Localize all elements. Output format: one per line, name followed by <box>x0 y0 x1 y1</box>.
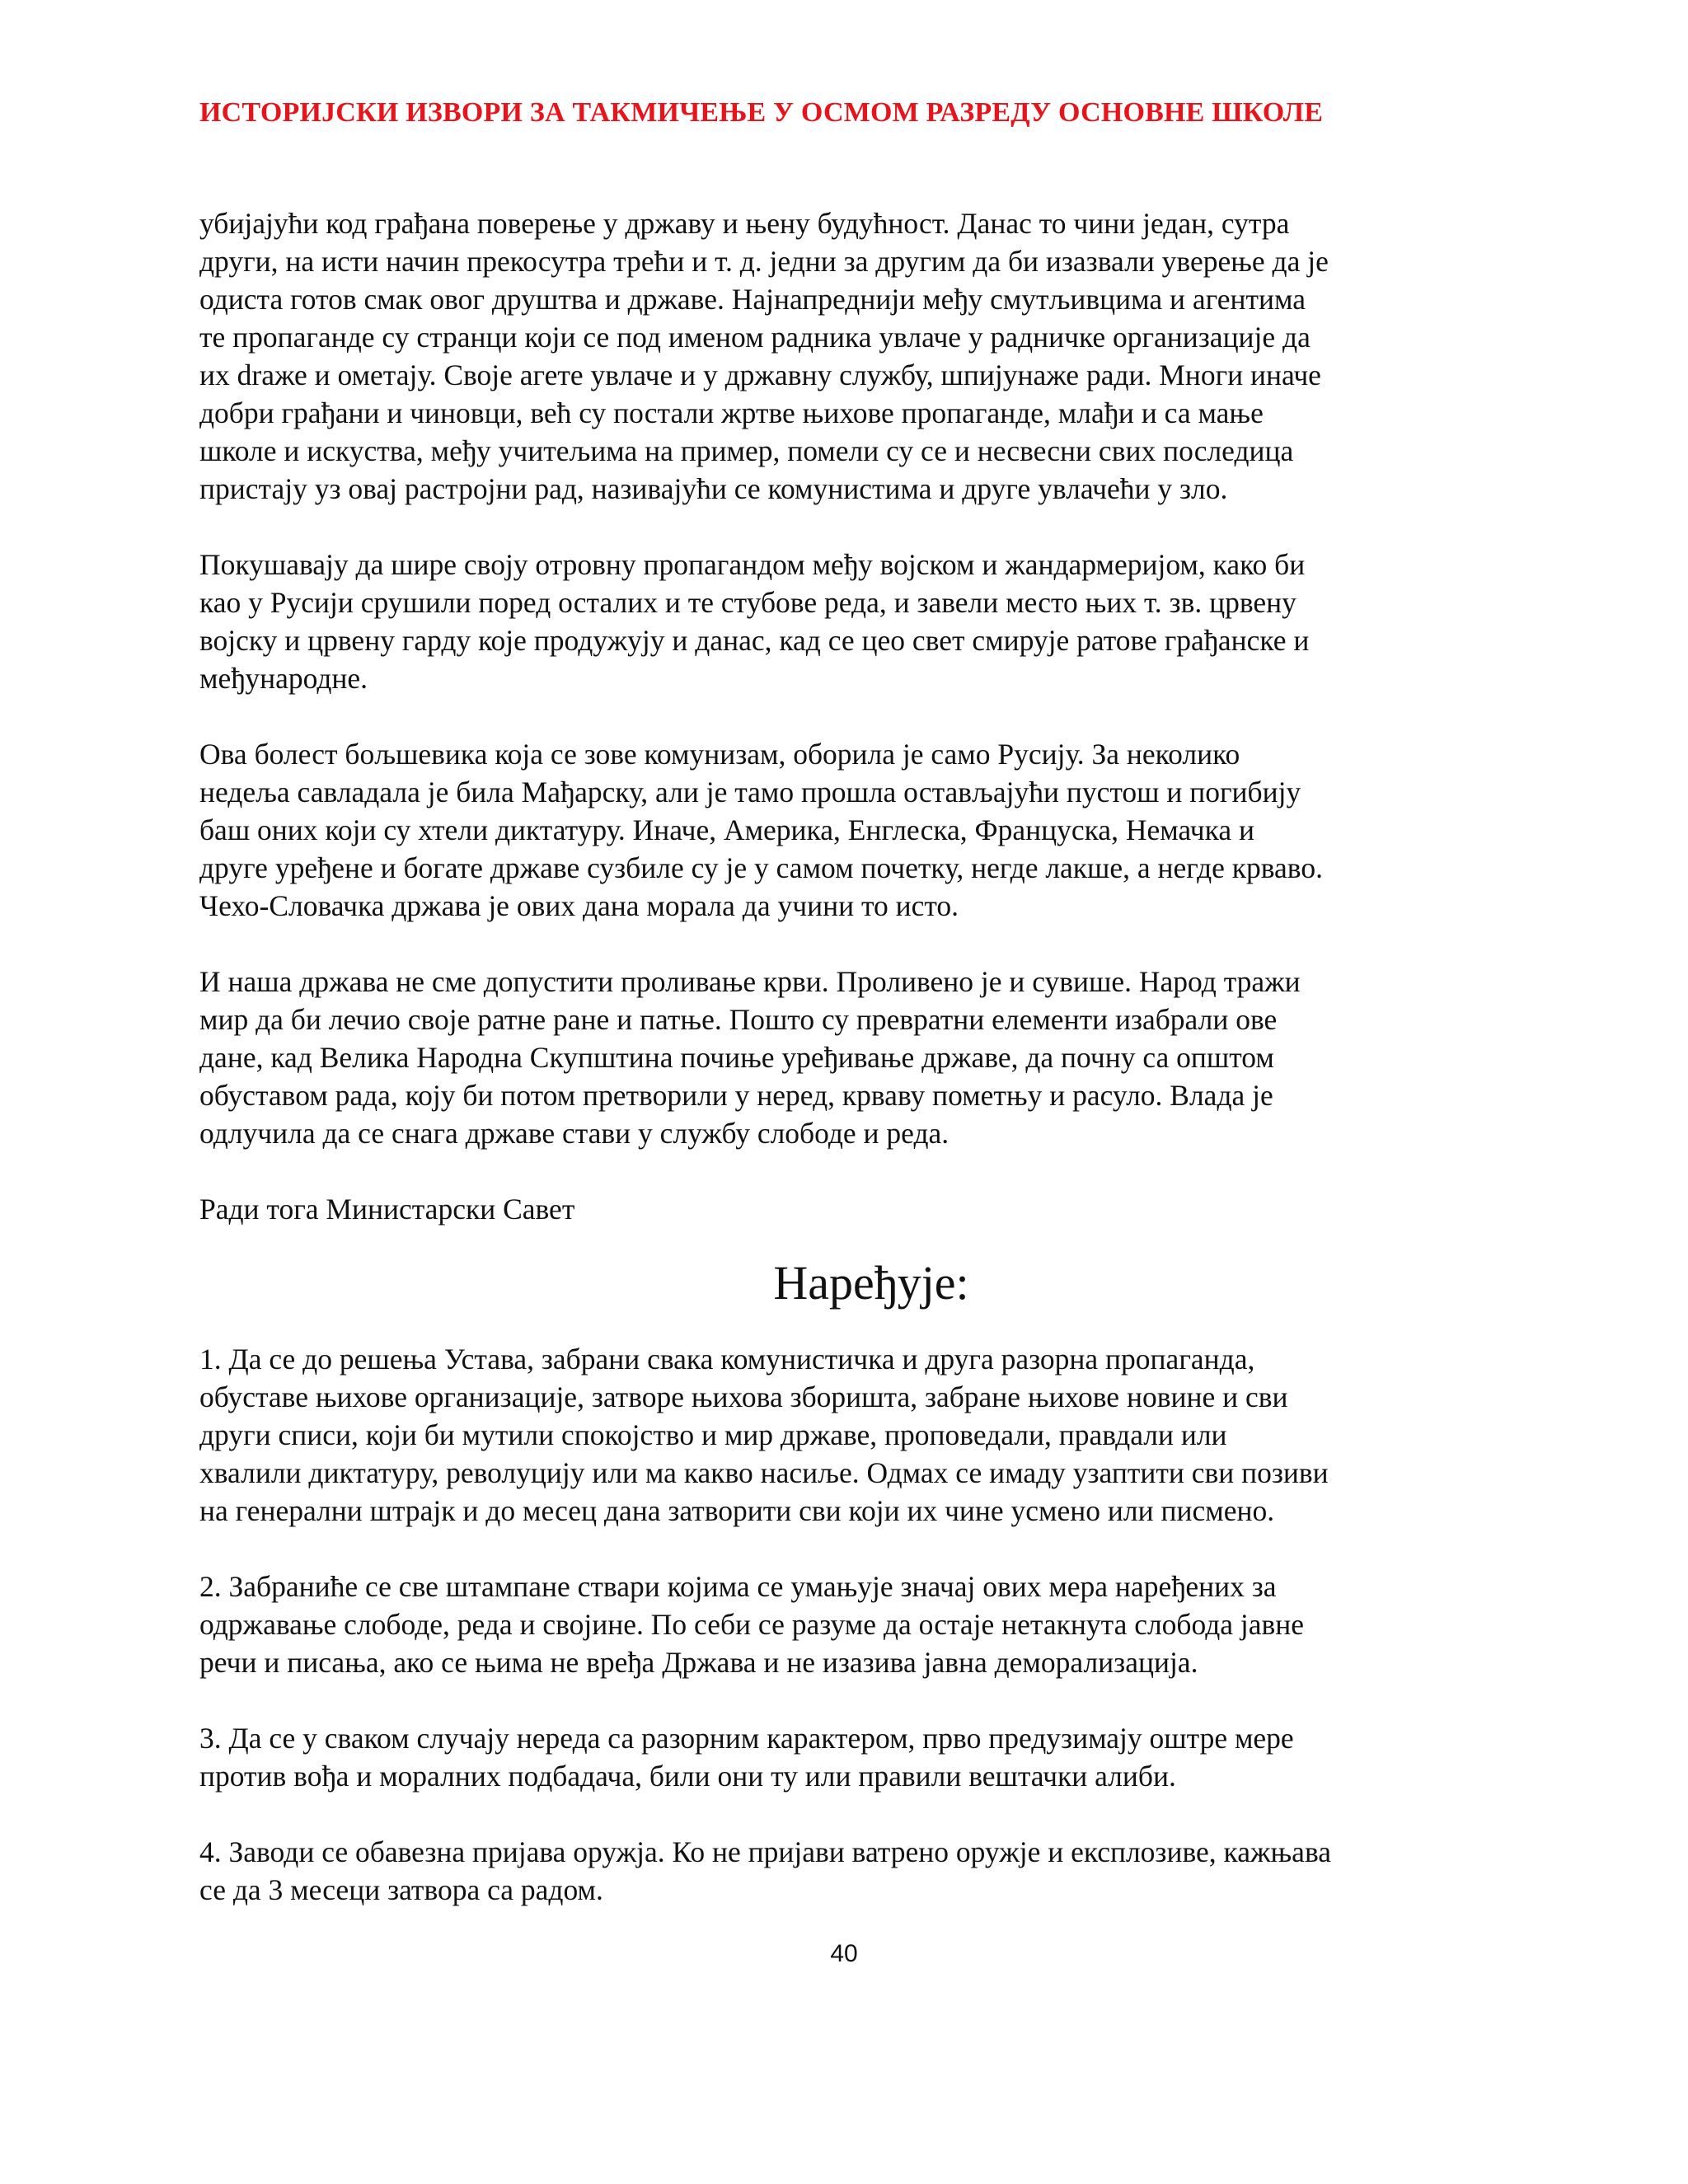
text-line: 1. Да се до решења Устава, забрани свака комунистичка и друга разорна пропаганда, <box>199 1343 1255 1376</box>
text-line: као у Русији срушили поред осталих и те стубове реда, и завели место њих т. зв. црвену <box>199 586 1296 619</box>
text-line: војску и црвену гарду које продужују и данас, кад се цео свет смирује ратове грађанске и <box>199 624 1310 657</box>
text-line: недеља савладала је била Мађарску, али је тамо прошла остављајући пустош и погибију <box>199 776 1301 808</box>
text-line: друге уређене и богате државе сузбиле су је у самом почетку, негде лакше, а негде крваво. <box>199 851 1323 884</box>
text-line: баш оних који су хтели диктатуру. Иначе, Америка, Енглеска, Француска, Немачка и <box>199 813 1254 846</box>
text-line: речи и писања, ако се њима не вређа Држава и не изазива јавна деморализација. <box>199 1646 1198 1679</box>
article-4 <box>199 1833 1493 1909</box>
text-line: 2. Забраниће се све штампане ствари којима се умањује значај ових мера наређених за <box>199 1570 1277 1603</box>
paragraph-5 <box>199 1190 1493 1228</box>
text-line: убијајући код грађана поверење у државу и њену будућност. Данас то чини један, сутра <box>199 207 1290 240</box>
text-line: одиста готов смак овог друштва и државе. Најнапреднији међу смутљивцима и агентима <box>199 283 1306 316</box>
text-line: добри грађани и чиновци, већ су постали жртве њихове пропаганде, млађи и са мање <box>199 396 1264 429</box>
article-1 <box>199 1340 1493 1530</box>
text-line: међународне. <box>199 662 368 695</box>
text-line: хвалили диктатуру, револуцију или ма какво насиље. Одмах се имаду узаптити сви позиви <box>199 1456 1329 1489</box>
article-2 <box>199 1568 1493 1681</box>
text-line: се да 3 месеци затвора са радом. <box>199 1873 603 1906</box>
paragraph-1 <box>199 204 1493 508</box>
paragraph-3 <box>199 735 1493 925</box>
text-line: обуставе њихове организације, затворе њихова зборишта, забране њихове новине и сви <box>199 1380 1288 1413</box>
text-line: школе и искуства, међу учитељима на пример, помели су се и несвесни свих последица <box>199 434 1294 467</box>
text-line: други списи, који би мутили спокојство и мир државе, проповедали, правдали или <box>199 1418 1227 1451</box>
text-line: И наша држава не сме допустити проливање крви. Проливено је и сувише. Народ тражи <box>199 965 1301 998</box>
text-line: одржавање слободе, реда и својине. По себи се разуме да остаје нетакнута слобода јавне <box>199 1608 1305 1641</box>
article-3 <box>199 1719 1493 1795</box>
text-line: Ради тога Министарски Савет <box>199 1193 575 1226</box>
text-line: мир да би лечио своје ратне ране и патње. Пошто су превратни елементи изабрали ове <box>199 1003 1278 1036</box>
text-line: те пропаганде су странци који се под именом радника увлаче у радничке организације да <box>199 321 1311 354</box>
decree-heading: Наређује: <box>773 1256 969 1310</box>
text-line: против вођа и моралних подбадача, били они ту или правили вештачки алиби. <box>199 1760 1176 1793</box>
text-line: Ова болест бољшевика која се зове комунизам, оборила је само Русију. За неколико <box>199 738 1240 771</box>
text-line: 3. Да се у сваком случају нереда са разорним карактером, прво предузимају оштре мере <box>199 1722 1294 1755</box>
paragraph-4 <box>199 963 1493 1152</box>
text-line: Покушавају да шире своју отровну пропагандом међу војском и жандармеријом, како би <box>199 548 1306 581</box>
text-line: обуставом рада, коју би потом претворили у неред, крваву пометњу и расуло. Влада је <box>199 1079 1273 1112</box>
text-line: одлучила да се снага државе стави у службу слободе и реда. <box>199 1117 950 1150</box>
page-number: 40 <box>830 1940 858 1967</box>
text-line: 4. Заводи се обавезна пријава оружја. Ко не пријави ватрено оружје и експлозиве, кажњава <box>199 1835 1331 1868</box>
text-line: на генерални штрајк и до месец дана затворити сви који их чине усмено или писмено. <box>199 1494 1275 1527</box>
paragraph-2 <box>199 546 1493 697</box>
page-header-title: ИСТОРИЈСКИ ИЗВОРИ ЗА ТАКМИЧЕЊЕ У ОСМОМ РАЗРЕДУ ОСНОВНЕ ШКОЛЕ <box>199 97 1324 128</box>
text-line: други, на исти начин прекосутра трећи и т. д. једни за другим да би изазвали уверење да је <box>199 245 1329 278</box>
text-line: Чехо-Словачка држава је ових дана морала да учини то исто. <box>199 889 959 922</box>
text-line: пристају уз овај растројни рад, називајући се комунистима и друге увлачећи у зло. <box>199 472 1228 505</box>
text-line: дане, кад Велика Народна Скупштина почиње уређивање државе, да почну са општом <box>199 1041 1274 1074</box>
text-line: их draже и ометају. Своје агете увлаче и у државну службу, шпијунаже ради. Многи иначе <box>199 359 1321 391</box>
document-body <box>199 204 1493 1909</box>
